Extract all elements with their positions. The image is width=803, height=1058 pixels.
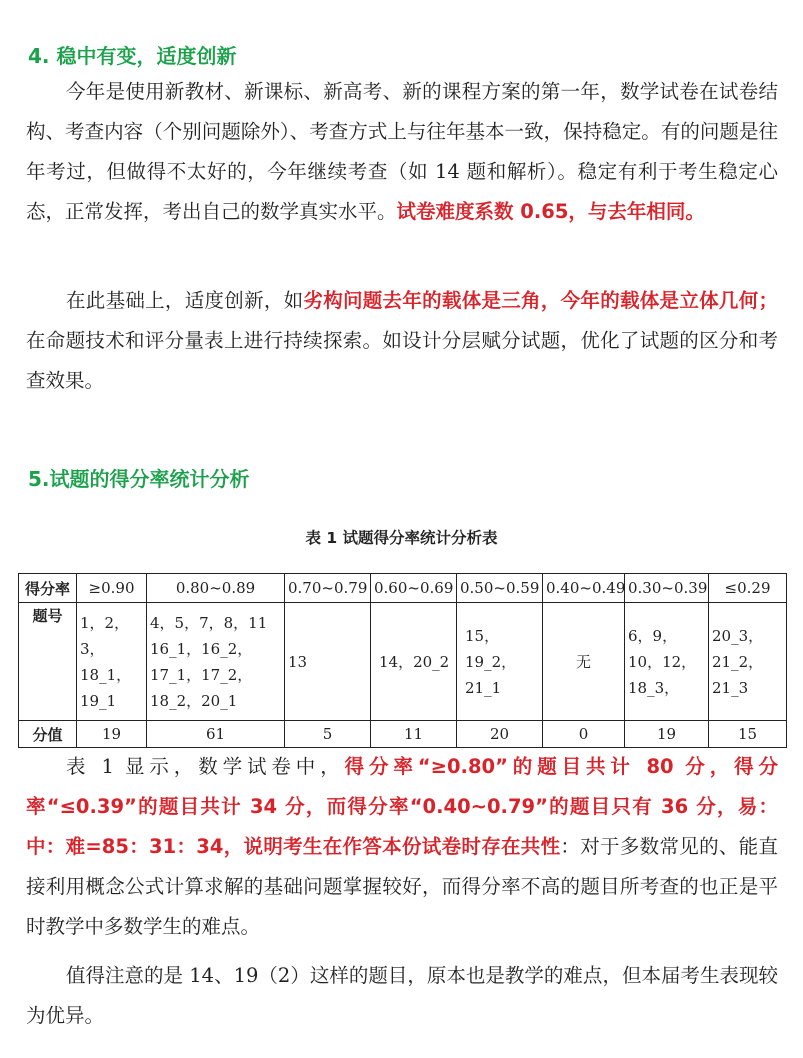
questions-cell: 20_3，21_2，21_3: [709, 603, 787, 721]
score-cell: 5: [285, 721, 371, 748]
score-cell: 15: [709, 721, 787, 748]
highlight-analysis: 得分率“≥0.80”的题目共计 80 分，得分率“≤0.39”的题目共计 34 分，而得分率“0.40~0.79”的题目只有 36 分，易：中：难=85：31：34，说明考生在作答本份试卷时存在共性: [26, 755, 779, 858]
header-label: 得分率: [19, 574, 77, 603]
paragraph-innovation: [26, 281, 778, 401]
score-cell: 19: [77, 721, 147, 748]
column-header: ≤0.29: [709, 574, 787, 603]
paragraph-stability: [26, 72, 778, 232]
questions-cell: 15，19_2，21_1: [457, 603, 543, 721]
column-header: 0.70~0.79: [285, 574, 371, 603]
highlight-innovation: 劣构问题去年的载体是三角，今年的载体是立体几何；: [303, 289, 778, 312]
column-header: 0.80~0.89: [147, 574, 285, 603]
questions-cell: 14，20_2: [371, 603, 457, 721]
table-questions-row: [19, 603, 787, 721]
score-rate-table: [18, 573, 787, 748]
table-header-row: [19, 574, 787, 603]
score-cell: 11: [371, 721, 457, 748]
paragraph-text: 在此基础上，适度创新，如: [66, 289, 304, 312]
score-cell: 19: [625, 721, 709, 748]
questions-cell: 1，2，3，18_1，19_1: [77, 603, 147, 721]
questions-label: 题号: [19, 603, 77, 721]
score-cell: 0: [543, 721, 625, 748]
section-4-heading: 4. 稳中有变，适度创新: [28, 44, 237, 68]
table-caption: 表 1 试题得分率统计分析表: [305, 529, 498, 547]
paragraph-note: 值得注意的是 14、19（2）这样的题目，原本也是教学的难点，但本届考生表现较为优异。: [26, 964, 778, 1027]
score-cell: 61: [147, 721, 285, 748]
paragraph-analysis: [26, 747, 778, 947]
paragraph-text: 在命题技术和评分量表上进行持续探索。如设计分层赋分试题，优化了试题的区分和考查效果。: [26, 329, 778, 392]
questions-cell: 6，9，10，12，18_3，: [625, 603, 709, 721]
section-5-heading: 5.试题的得分率统计分析: [28, 467, 250, 491]
column-header: ≥0.90: [77, 574, 147, 603]
column-header: 0.30~0.39: [625, 574, 709, 603]
paragraph-text: ：对于多数常见的、能直接利用概念公式计算求解的基础问题掌握较好，而得分率不高的题目所考查的也正是平时教学中多数学生的难点。: [26, 835, 778, 938]
paragraph-text: 表 1 显示，数学试卷中，: [66, 755, 345, 778]
paragraph-text: 今年是使用新教材、新课标、新高考、新的课程方案的第一年，数学试卷在试卷结构、考查内容（个别问题除外）、考查方式上与往年基本一致，保持稳定。有的问题是往年考过，但做得不太好的，今年继续考查（如 14 题和解析）。稳定有利于考生稳定心态，正常发挥，考出自己的数学真实水平。: [26, 80, 778, 223]
questions-cell: 4，5，7，8，11 16_1，16_2，17_1，17_2，18_2，20_1: [147, 603, 285, 721]
table-score-row: [19, 721, 787, 748]
column-header: 0.40~0.49: [543, 574, 625, 603]
highlight-difficulty: 试卷难度系数 0.65，与去年相同。: [396, 200, 705, 223]
score-label: 分值: [19, 721, 77, 748]
score-cell: 20: [457, 721, 543, 748]
column-header: 0.60~0.69: [371, 574, 457, 603]
questions-cell: 无: [543, 603, 625, 721]
questions-cell: 13: [285, 603, 371, 721]
column-header: 0.50~0.59: [457, 574, 543, 603]
